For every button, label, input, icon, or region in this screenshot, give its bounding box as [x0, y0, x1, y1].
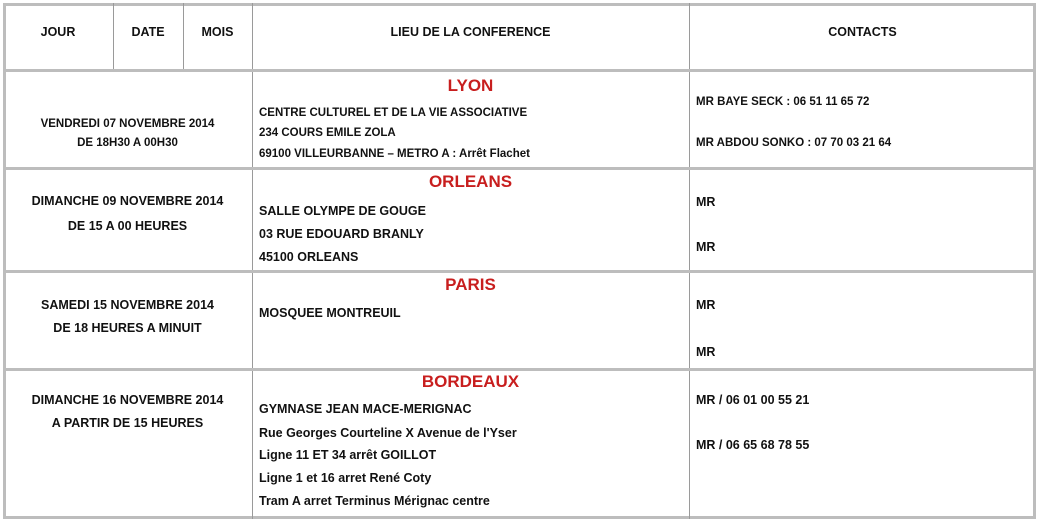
row-divider	[3, 69, 1036, 72]
event-time: DE 18 HEURES A MINUIT	[53, 321, 202, 335]
event-date: DIMANCHE 09 NOVEMBRE 2014	[31, 194, 224, 208]
contact-line: MR	[696, 195, 716, 209]
address-line: GYMNASE JEAN MACE-MERIGNAC	[259, 402, 472, 416]
event-time: DE 15 A 00 HEURES	[67, 219, 188, 233]
address-line: MOSQUEE MONTREUIL	[259, 306, 401, 320]
address-line: CENTRE CULTUREL ET DE LA VIE ASSOCIATIVE	[259, 107, 528, 119]
contact-line: MR / 06 01 00 55 21	[696, 393, 810, 407]
header-jour: JOUR	[40, 25, 76, 39]
contact-line: MR BAYE SECK : 06 51 11 65 72	[696, 96, 870, 108]
row-divider	[3, 270, 1036, 273]
event-date: SAMEDI 15 NOVEMBRE 2014	[41, 298, 214, 312]
event-date: VENDREDI 07 NOVEMBRE 2014	[40, 118, 215, 130]
contact-line: MR	[696, 345, 716, 359]
city-title: LYON	[447, 76, 494, 95]
contact-line: MR	[696, 240, 716, 254]
address-line: Ligne 11 ET 34 arrêt GOILLOT	[259, 448, 437, 462]
event-time: DE 18H30 A 00H30	[77, 137, 178, 149]
header-lieu: LIEU DE LA CONFERENCE	[390, 25, 551, 39]
address-line: Rue Georges Courteline X Avenue de l'Yser	[259, 426, 517, 440]
address-line: 03 RUE EDOUARD BRANLY	[259, 227, 424, 241]
contact-line: MR / 06 65 68 78 55	[696, 438, 810, 452]
city-title: ORLEANS	[428, 172, 513, 191]
address-line: 234 COURS EMILE ZOLA	[259, 127, 396, 139]
address-line: 45100 ORLEANS	[259, 250, 359, 264]
header-mois: MOIS	[201, 25, 234, 39]
col-divider-lieu-contacts	[689, 3, 690, 519]
city-title: BORDEAUX	[421, 372, 520, 391]
contact-line: MR ABDOU SONKO : 07 70 03 21 64	[696, 137, 892, 149]
contact-line: MR	[696, 298, 716, 312]
row-divider	[3, 167, 1036, 170]
address-line: 69100 VILLEURBANNE – METRO A : Arrêt Flachet	[259, 148, 530, 160]
address-line: Tram A arret Terminus Mérignac centre	[259, 494, 490, 508]
event-date: DIMANCHE 16 NOVEMBRE 2014	[31, 393, 224, 407]
row-divider	[3, 368, 1036, 371]
address-line: SALLE OLYMPE DE GOUGE	[259, 204, 426, 218]
event-time: A PARTIR DE 15 HEURES	[51, 416, 204, 430]
header-date: DATE	[131, 25, 165, 39]
header-contacts: CONTACTS	[828, 25, 897, 39]
city-title: PARIS	[445, 275, 496, 294]
address-line: Ligne 1 et 16 arret René Coty	[259, 471, 432, 485]
